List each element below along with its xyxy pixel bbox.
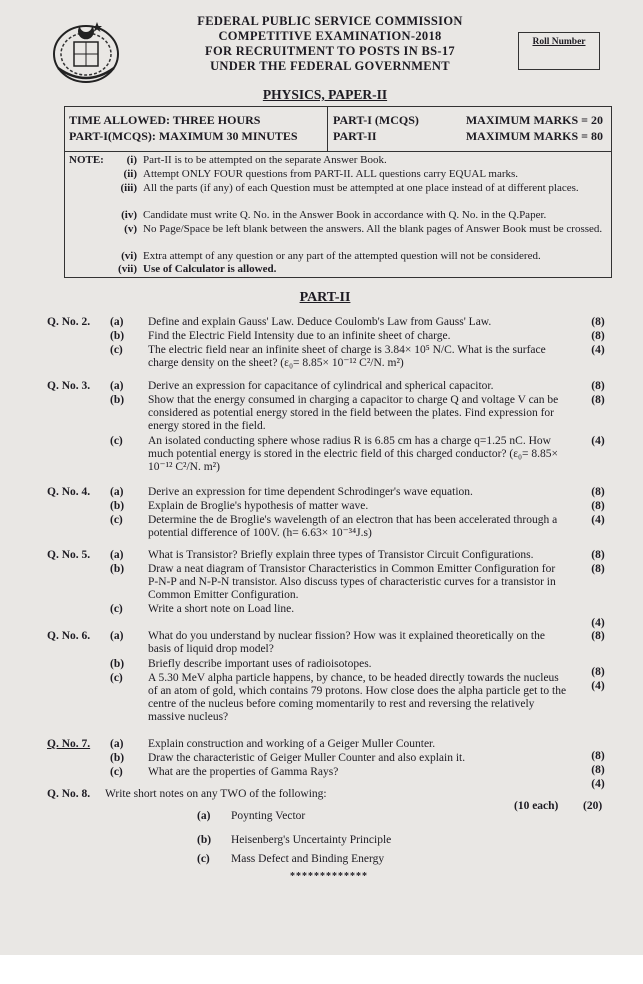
question-text: Write a short note on Load line. [148,603,295,615]
option-text: Mass Defect and Binding Energy [231,853,385,865]
question-text: Explain construction and working of a Geiger Muller Counter. [148,738,436,750]
question-text: Write short notes on any TWO of the following: [105,788,327,800]
note-number: (vii) [118,263,137,275]
part-label: (a) [110,549,124,561]
part-label: (b) [110,330,125,342]
option-text: Poynting Vector [231,810,306,822]
header-line: COMPETITIVE EXAMINATION-2018 [218,29,442,43]
question-marks: (8) [591,486,605,498]
max-marks-part2: MAXIMUM MARKS = 80 [465,129,603,143]
part-title: PART-II [299,290,351,305]
part-label: (c) [110,435,123,447]
end-of-paper-stars: ************* [290,871,368,882]
part-label: (c) [110,603,123,615]
part-label: (c) [110,514,123,526]
time-allowed: TIME ALLOWED: THREE HOURS [69,113,261,127]
note-text: No Page/Space be left blank between the answers. All the blank pages of Answer Book must be crossed. [143,223,603,235]
question-marks: (8) [591,630,605,642]
question-number: Q. No. 8. [47,788,91,800]
part-label: (b) [110,563,125,575]
part-label: (c) [110,344,123,356]
note-number: (iv) [121,209,137,221]
question-marks: (20) [583,800,603,812]
question-text: Determine the de Broglie's wavelength of an electron that has been accelerated through a potential difference of 100V. (h= 6.63× 10⁻³⁴J.s) [148,514,558,539]
note-text: Candidate must write Q. No. in the Answer Book in accordance with Q. No. in the Q.Paper. [143,209,547,221]
question-marks: (8) [591,563,605,575]
question-marks: (4) [591,617,605,629]
note-number: (vi) [121,250,137,262]
part-label: (a) [110,486,124,498]
question-marks: (4) [591,778,605,790]
marks-each: (10 each) [514,800,559,812]
notes-box [64,152,612,278]
question-text: Derive an expression for capacitance of cylindrical and spherical capacitor. [148,380,494,392]
question-marks: (4) [591,514,605,526]
note-label: NOTE: [69,154,104,166]
question-text: The electric field near an infinite sheet of charge is 3.84× 10⁵ N/C. What is the surface charge density on the sheet? (ε₀= 8.85× 10⁻¹² C²/N. m²) [148,344,546,369]
note-number: (i) [126,154,137,166]
part-label: (c) [110,672,123,684]
option-text: Heisenberg's Uncertainty Principle [231,834,392,846]
note-text: Attempt ONLY FOUR questions from PART-II. ALL questions carry EQUAL marks. [143,168,519,180]
question-number: Q. No. 3. [47,380,91,392]
part-label: (a) [110,738,124,750]
header-line: FOR RECRUITMENT TO POSTS IN BS-17 [205,44,455,58]
header-line: UNDER THE FEDERAL GOVERNMENT [210,59,450,73]
part-label: (b) [110,394,125,406]
question-text: What is Transistor? Briefly explain three types of Transistor Circuit Configurations. [148,549,534,561]
question-text: Draw a neat diagram of Transistor Characteristics in Common Emitter Configuration for P-N-P and N-P-N transistor. Also discuss types of characteristic curves for a transistor in Common Emitter Configuration. [148,563,556,601]
question-number: Q. No. 2. [47,316,91,328]
question-marks: (8) [591,764,605,776]
question-marks: (8) [591,500,605,512]
note-text: Part-II is to be attempted on the separate Answer Book. [143,154,387,166]
option-label: (a) [197,810,211,822]
header-line: FEDERAL PUBLIC SERVICE COMMISSION [197,14,463,28]
question-marks: (8) [591,330,605,342]
paper-title: PHYSICS, PAPER-II [262,87,388,102]
part1-label: PART-I (MCQS) [333,113,419,127]
question-text: A 5.30 MeV alpha particle happens, by chance, to be headed directly towards the nucleus of an atom of gold, which contains 79 protons. How close does the alpha particle get to the centre of the nucleus before coming momentarily to rest and reversing the relatively massive nucleus? [148,672,567,723]
max-marks-part1: MAXIMUM MARKS = 20 [465,113,603,127]
question-number: Q. No. 7. [47,738,91,750]
exam-header [185,14,475,74]
note-text: Use of Calculator is allowed. [143,263,277,275]
roll-number-label: Roll Number [532,37,586,47]
question-text: Explain de Broglie's hypothesis of matter wave. [148,500,369,512]
note-number: (iii) [120,182,137,194]
question-marks: (8) [591,750,605,762]
question-marks: (4) [591,680,605,692]
question-marks: (8) [591,549,605,561]
question-text: Show that the energy consumed in charging a capacitor to charge Q and voltage V can be considered as potential energy stored in the field between the plates. Find expression for energy stored in the field. [148,394,559,432]
part1-time: PART-I(MCQS): MAXIMUM 30 MINUTES [69,129,298,143]
question-number: Q. No. 4. [47,486,91,498]
question-marks: (4) [591,344,605,356]
question-text: Draw the characteristic of Geiger Muller Counter and also explain it. [148,752,466,764]
question-text: Find the Electric Field Intensity due to an infinite sheet of charge. [148,330,451,342]
part2-label: PART-II [333,129,377,143]
question-marks: (4) [591,435,605,447]
question-text: Define and explain Gauss' Law. Deduce Coulomb's Law from Gauss' Law. [148,316,492,328]
government-emblem-icon [46,16,126,86]
part-label: (c) [110,766,123,778]
time-marks-box [64,106,612,152]
question-number: Q. No. 5. [47,549,91,561]
question-text: Briefly describe important uses of radioisotopes. [148,658,372,670]
note-number: (ii) [123,168,137,180]
question-text: What do you understand by nuclear fission? How was it explained theoretically on the basis of liquid drop model? [148,630,545,655]
option-label: (c) [197,853,210,865]
option-label: (b) [197,834,212,846]
question-text: An isolated conducting sphere whose radius R is 6.85 cm has a charge q=1.25 nC. How much potential energy is stored in the electric field of this charged conductor? (ε₀= 8.85× 10⁻¹² C²/N. m²) [148,435,559,473]
question-text: What are the properties of Gamma Rays? [148,766,339,778]
part-label: (a) [110,630,124,642]
part-label: (b) [110,500,125,512]
part-label: (b) [110,752,125,764]
part-label: (a) [110,380,124,392]
part-label: (b) [110,658,125,670]
part-label: (a) [110,316,124,328]
question-marks: (8) [591,380,605,392]
question-text: Derive an expression for time dependent Schrodinger's wave equation. [148,486,473,498]
note-text: Extra attempt of any question or any part of the attempted question will not be considered. [143,250,541,262]
question-marks: (8) [591,666,605,678]
question-number: Q. No. 6. [47,630,91,642]
note-text: All the parts (if any) of each Question must be attempted at one place instead of at different places. [143,182,579,194]
note-number: (v) [124,223,137,235]
question-marks: (8) [591,394,605,406]
question-marks: (8) [591,316,605,328]
roll-number-box[interactable] [518,32,600,70]
